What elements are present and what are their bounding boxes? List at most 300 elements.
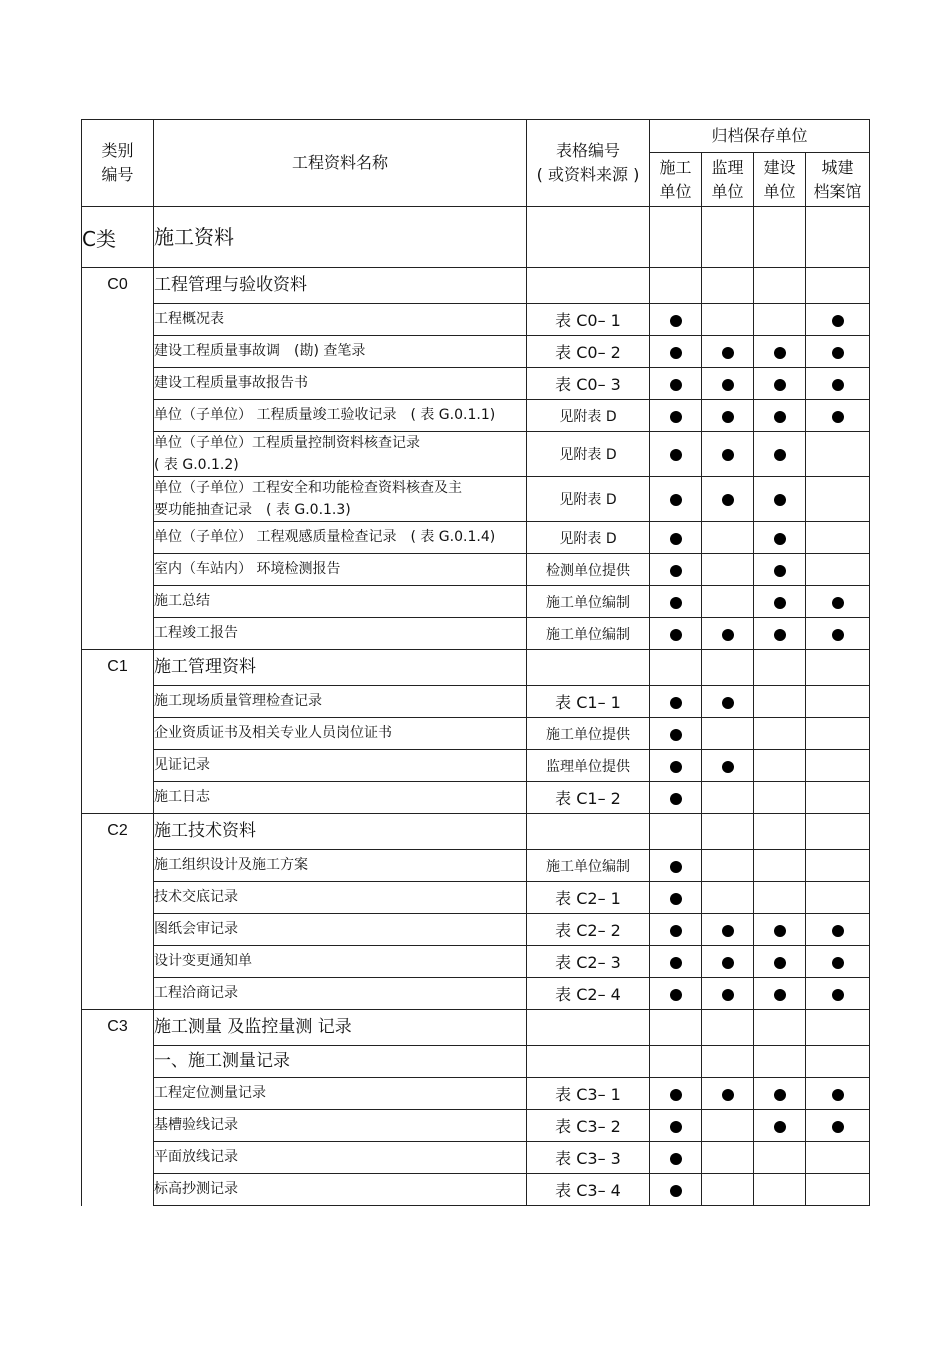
archive-mark-cell [754,882,806,914]
filled-circle-icon [774,347,786,359]
material-name-cell [154,1046,527,1078]
filled-circle-icon [722,629,734,641]
table-row [82,554,870,586]
filled-circle-icon [670,1089,682,1101]
form-number: 表 C3– 4 [555,1181,621,1200]
archive-mark-cell [702,400,754,432]
archive-mark-cell [650,432,702,477]
filled-circle-icon [722,347,734,359]
header-material-name-text: 工程资料名称 [291,153,388,172]
table-row [82,946,870,978]
header-unit-construction [650,153,702,207]
archive-mark-cell [806,1110,870,1142]
dot-cell [650,207,702,268]
material-name: 单位（子单位） 工程质量竣工验收记录 ( 表 G.0.1.1) [154,407,496,423]
material-name-cell [154,718,527,750]
archive-mark-cell [806,1046,870,1078]
archive-mark-cell [702,304,754,336]
form-number-cell [527,586,650,618]
archive-mark-cell [702,618,754,650]
material-name-cell [154,650,527,686]
archive-mark-cell [754,814,806,850]
filled-circle-icon [722,494,734,506]
material-name: 室内（车站内） 环境检测报告 [154,561,341,577]
form-number-cell [527,978,650,1010]
filled-circle-icon [670,1185,682,1197]
filled-circle-icon [832,315,844,327]
form-number-cell [527,1078,650,1110]
form-number-cell [527,782,650,814]
form-number: 见附表 D [559,530,617,547]
category-code: C2 [107,822,128,839]
archive-mark-cell [702,946,754,978]
form-number: 施工单位编制 [546,626,630,643]
archive-mark-cell [702,914,754,946]
archive-mark-cell [650,368,702,400]
form-number: 监理单位提供 [546,758,630,775]
filled-circle-icon [722,989,734,1001]
archive-mark-cell [702,1174,754,1206]
filled-circle-icon [774,565,786,577]
material-name-cell [154,400,527,432]
category-code: C0 [107,276,128,293]
archive-mark-cell [650,882,702,914]
header-category-code-text: 类别 编号 [101,141,134,184]
material-name: 一、施工测量记录 [154,1051,290,1071]
archive-mark-cell [650,782,702,814]
form-number-cell [527,850,650,882]
header-form-number [527,120,650,207]
filled-circle-icon [774,379,786,391]
material-name-cell [154,336,527,368]
filled-circle-icon [774,925,786,937]
table-row [82,304,870,336]
table-row [82,686,870,718]
archive-mark-cell [754,718,806,750]
form-number-cell [527,718,650,750]
archive-mark-cell [806,268,870,304]
archive-mark-cell [650,477,702,522]
form-number-cell [527,650,650,686]
archive-mark-cell [650,718,702,750]
filled-circle-icon [832,597,844,609]
form-cell [527,207,650,268]
archive-mark-cell [702,850,754,882]
material-name-cell [154,554,527,586]
archive-mark-cell [650,400,702,432]
material-name: 设计变更通知单 [154,953,252,969]
archive-mark-cell [702,554,754,586]
material-name-cell [154,882,527,914]
table-row [82,1010,870,1046]
filled-circle-icon [670,533,682,545]
archive-mark-cell [806,368,870,400]
header-unit-archives-text: 城建 档案馆 [813,157,862,201]
archive-mark-cell [754,750,806,782]
archive-mark-cell [650,1078,702,1110]
material-name: 标高抄测记录 [154,1181,238,1197]
form-number-cell [527,268,650,304]
material-name: 工程概况表 [154,311,224,327]
filled-circle-icon [670,411,682,423]
archive-mark-cell [702,814,754,850]
category-code-cell [82,650,154,814]
archive-mark-cell [806,814,870,850]
form-number: 检测单位提供 [546,562,630,579]
archive-mark-cell [806,650,870,686]
header-unit-supervision [702,153,754,207]
form-number-cell [527,522,650,554]
archive-mark-cell [650,914,702,946]
archive-mark-cell [806,618,870,650]
table-row [82,1142,870,1174]
material-name: 平面放线记录 [154,1149,238,1165]
table-row [82,850,870,882]
archive-mark-cell [650,850,702,882]
form-number: 表 C3– 1 [555,1085,621,1104]
material-name-cell [154,946,527,978]
filled-circle-icon [670,761,682,773]
archive-mark-cell [702,1110,754,1142]
table-row [82,522,870,554]
filled-circle-icon [832,1121,844,1133]
material-name-cell [154,368,527,400]
form-number: 表 C1– 2 [555,789,621,808]
header-unit-owner-text: 建设 单位 [763,157,796,201]
filled-circle-icon [670,494,682,506]
table-row [82,1174,870,1206]
archive-mark-cell [806,718,870,750]
material-name-cell [154,618,527,650]
archive-mark-cell [806,400,870,432]
filled-circle-icon [722,379,734,391]
archive-mark-cell [702,336,754,368]
material-name: 施工总结 [154,593,210,609]
archive-mark-cell [650,554,702,586]
form-number-cell [527,750,650,782]
material-name: 工程管理与验收资料 [154,275,307,295]
filled-circle-icon [832,379,844,391]
table-row [82,1110,870,1142]
header-archive-units-text: 归档保存单位 [711,126,808,145]
header-unit-construction-text: 施工 单位 [659,157,692,201]
top-section-code [82,207,154,268]
header-material-name [154,120,527,207]
archive-mark-cell [754,1010,806,1046]
material-name: 建设工程质量事故报告书 [154,375,308,391]
filled-circle-icon [774,629,786,641]
filled-circle-icon [722,449,734,461]
filled-circle-icon [670,893,682,905]
table-row [82,586,870,618]
category-code: C3 [107,1018,128,1035]
filled-circle-icon [670,957,682,969]
table-row [82,882,870,914]
material-name-cell [154,1174,527,1206]
material-name-cell [154,432,527,477]
archive-mark-cell [806,946,870,978]
material-name: 建设工程质量事故调 (勘) 查笔录 [154,343,366,359]
filled-circle-icon [670,1153,682,1165]
table-row [82,814,870,850]
archive-mark-cell [806,1010,870,1046]
table-row [82,400,870,432]
top-section-name-text: 施工资料 [154,224,234,249]
category-code: C1 [107,658,128,675]
filled-circle-icon [670,629,682,641]
form-number-cell [527,477,650,522]
archive-mark-cell [702,978,754,1010]
material-name-cell [154,914,527,946]
material-name: 施工管理资料 [154,657,256,677]
form-number-cell [527,554,650,586]
filled-circle-icon [722,925,734,937]
filled-circle-icon [722,761,734,773]
material-name: 图纸会审记录 [154,921,238,937]
archive-mark-cell [806,304,870,336]
archive-mark-cell [806,1078,870,1110]
form-number: 施工单位编制 [546,594,630,611]
material-name-cell [154,586,527,618]
archive-mark-cell [702,1078,754,1110]
filled-circle-icon [774,597,786,609]
form-number-cell [527,618,650,650]
dot-cell [806,207,870,268]
archive-mark-cell [754,1046,806,1078]
form-number-cell [527,1174,650,1206]
table-row [82,268,870,304]
archive-mark-cell [702,586,754,618]
archive-mark-cell [650,618,702,650]
table-row [82,718,870,750]
top-section-code-text: C类 [82,226,116,251]
archive-mark-cell [754,554,806,586]
table-row [82,477,870,522]
material-name-cell [154,850,527,882]
filled-circle-icon [670,315,682,327]
form-number: 表 C1– 1 [555,693,621,712]
archive-mark-cell [754,586,806,618]
archive-mark-cell [806,432,870,477]
filled-circle-icon [774,449,786,461]
archive-mark-cell [806,586,870,618]
table-row [82,618,870,650]
filled-circle-icon [670,861,682,873]
form-number-cell [527,686,650,718]
archive-mark-cell [754,1142,806,1174]
top-section-name [154,207,527,268]
form-number: 表 C3– 3 [555,1149,621,1168]
archive-mark-cell [754,368,806,400]
archive-mark-cell [806,1174,870,1206]
archive-mark-cell [702,522,754,554]
archive-mark-cell [754,522,806,554]
archive-mark-cell [650,336,702,368]
archive-mark-cell [702,718,754,750]
archive-mark-cell [806,1142,870,1174]
archive-mark-cell [702,1010,754,1046]
table-row [82,650,870,686]
archive-mark-cell [702,1046,754,1078]
material-name-cell [154,750,527,782]
material-name-cell [154,1110,527,1142]
table-row [82,336,870,368]
material-name-cell [154,814,527,850]
archive-mark-cell [754,618,806,650]
archive-mark-cell [702,686,754,718]
archive-mark-cell [754,336,806,368]
material-name-cell [154,782,527,814]
material-name-cell [154,477,527,522]
form-number-cell [527,368,650,400]
top-section-row [82,207,870,268]
material-name: 企业资质证书及相关专业人员岗位证书 [154,725,392,741]
filled-circle-icon [670,729,682,741]
material-name: 施工现场质量管理检查记录 [154,693,322,709]
filled-circle-icon [832,629,844,641]
material-name-cell [154,1142,527,1174]
form-number-cell [527,304,650,336]
material-name-cell [154,304,527,336]
material-name: 施工组织设计及施工方案 [154,857,308,873]
form-number-cell [527,432,650,477]
filled-circle-icon [670,697,682,709]
filled-circle-icon [774,989,786,1001]
filled-circle-icon [670,379,682,391]
header-archive-units [650,120,870,153]
filled-circle-icon [774,1089,786,1101]
material-name-cell [154,686,527,718]
archive-mark-cell [702,368,754,400]
archive-mark-cell [754,650,806,686]
filled-circle-icon [670,1121,682,1133]
archive-mark-cell [754,978,806,1010]
table-row [82,1078,870,1110]
category-code-cell [82,268,154,650]
header-unit-supervision-text: 监理 单位 [711,157,744,201]
form-number: 表 C3– 2 [555,1117,621,1136]
filled-circle-icon [832,1089,844,1101]
table-row [82,432,870,477]
form-number: 表 C0– 3 [555,375,621,394]
filled-circle-icon [774,533,786,545]
filled-circle-icon [832,989,844,1001]
form-number-cell [527,1110,650,1142]
filled-circle-icon [670,793,682,805]
archive-mark-cell [702,782,754,814]
archive-mark-cell [702,1142,754,1174]
archive-mark-cell [806,914,870,946]
material-name: 单位（子单位） 工程观感质量检查记录 ( 表 G.0.1.4) [154,529,496,545]
material-name-cell [154,978,527,1010]
material-name: 基槽验线记录 [154,1117,238,1133]
form-number: 见附表 D [559,492,617,508]
material-name: 施工日志 [154,789,210,805]
header-unit-owner [754,153,806,207]
archive-mark-cell [702,750,754,782]
form-number-cell [527,814,650,850]
form-number: 表 C2– 3 [555,953,621,972]
material-name: 单位（子单位）工程质量控制资料核查记录 ( 表 G.0.1.2) [154,435,420,473]
archive-mark-cell [650,586,702,618]
header-form-number-text: 表格编号 ( 或资料来源 ) [536,141,640,184]
archive-mark-cell [702,650,754,686]
form-number-cell [527,400,650,432]
archive-mark-cell [650,946,702,978]
filled-circle-icon [722,957,734,969]
archive-mark-cell [754,1110,806,1142]
archive-mark-cell [754,686,806,718]
archive-mark-cell [702,432,754,477]
filled-circle-icon [670,565,682,577]
archive-mark-cell [754,1174,806,1206]
archive-mark-cell [806,522,870,554]
archive-mark-cell [806,782,870,814]
archive-mark-cell [754,1078,806,1110]
archive-mark-cell [650,1010,702,1046]
filled-circle-icon [670,449,682,461]
form-number: 表 C2– 2 [555,921,621,940]
form-number: 表 C0– 1 [555,311,621,330]
material-name: 工程竣工报告 [154,625,238,641]
archive-mark-cell [754,782,806,814]
category-code-cell [82,814,154,1010]
archive-mark-cell [650,1110,702,1142]
form-number: 表 C0– 2 [555,343,621,362]
filled-circle-icon [670,347,682,359]
archive-mark-cell [806,978,870,1010]
form-number: 表 C2– 1 [555,889,621,908]
form-number-cell [527,1010,650,1046]
archive-mark-cell [754,400,806,432]
archive-mark-cell [754,432,806,477]
dot-cell [702,207,754,268]
table-row [82,368,870,400]
table-row [82,782,870,814]
filled-circle-icon [670,989,682,1001]
table-row [82,750,870,782]
material-name-cell [154,1010,527,1046]
filled-circle-icon [832,957,844,969]
material-name: 工程洽商记录 [154,985,238,1001]
form-number: 表 C2– 4 [555,985,621,1004]
filled-circle-icon [832,347,844,359]
filled-circle-icon [774,1121,786,1133]
form-number: 见附表 D [559,408,617,425]
archive-mark-cell [650,268,702,304]
archive-mark-cell [650,1046,702,1078]
form-number: 施工单位编制 [546,858,630,875]
filled-circle-icon [670,597,682,609]
archive-mark-cell [650,522,702,554]
filled-circle-icon [722,1089,734,1101]
header-category-code [82,120,154,207]
category-code-cell [82,1010,154,1206]
filled-circle-icon [670,925,682,937]
archive-mark-cell [806,882,870,914]
archive-mark-cell [754,914,806,946]
archive-mark-cell [754,850,806,882]
material-name: 单位（子单位）工程安全和功能检查资料核查及主 要功能抽查记录 ( 表 G.0.1.3) [154,480,462,518]
archive-mark-cell [806,750,870,782]
archive-mark-cell [702,882,754,914]
archive-mark-cell [754,477,806,522]
form-number-cell [527,946,650,978]
material-name-cell [154,268,527,304]
material-name: 技术交底记录 [154,889,238,905]
archive-mark-cell [754,268,806,304]
archive-mark-cell [806,477,870,522]
